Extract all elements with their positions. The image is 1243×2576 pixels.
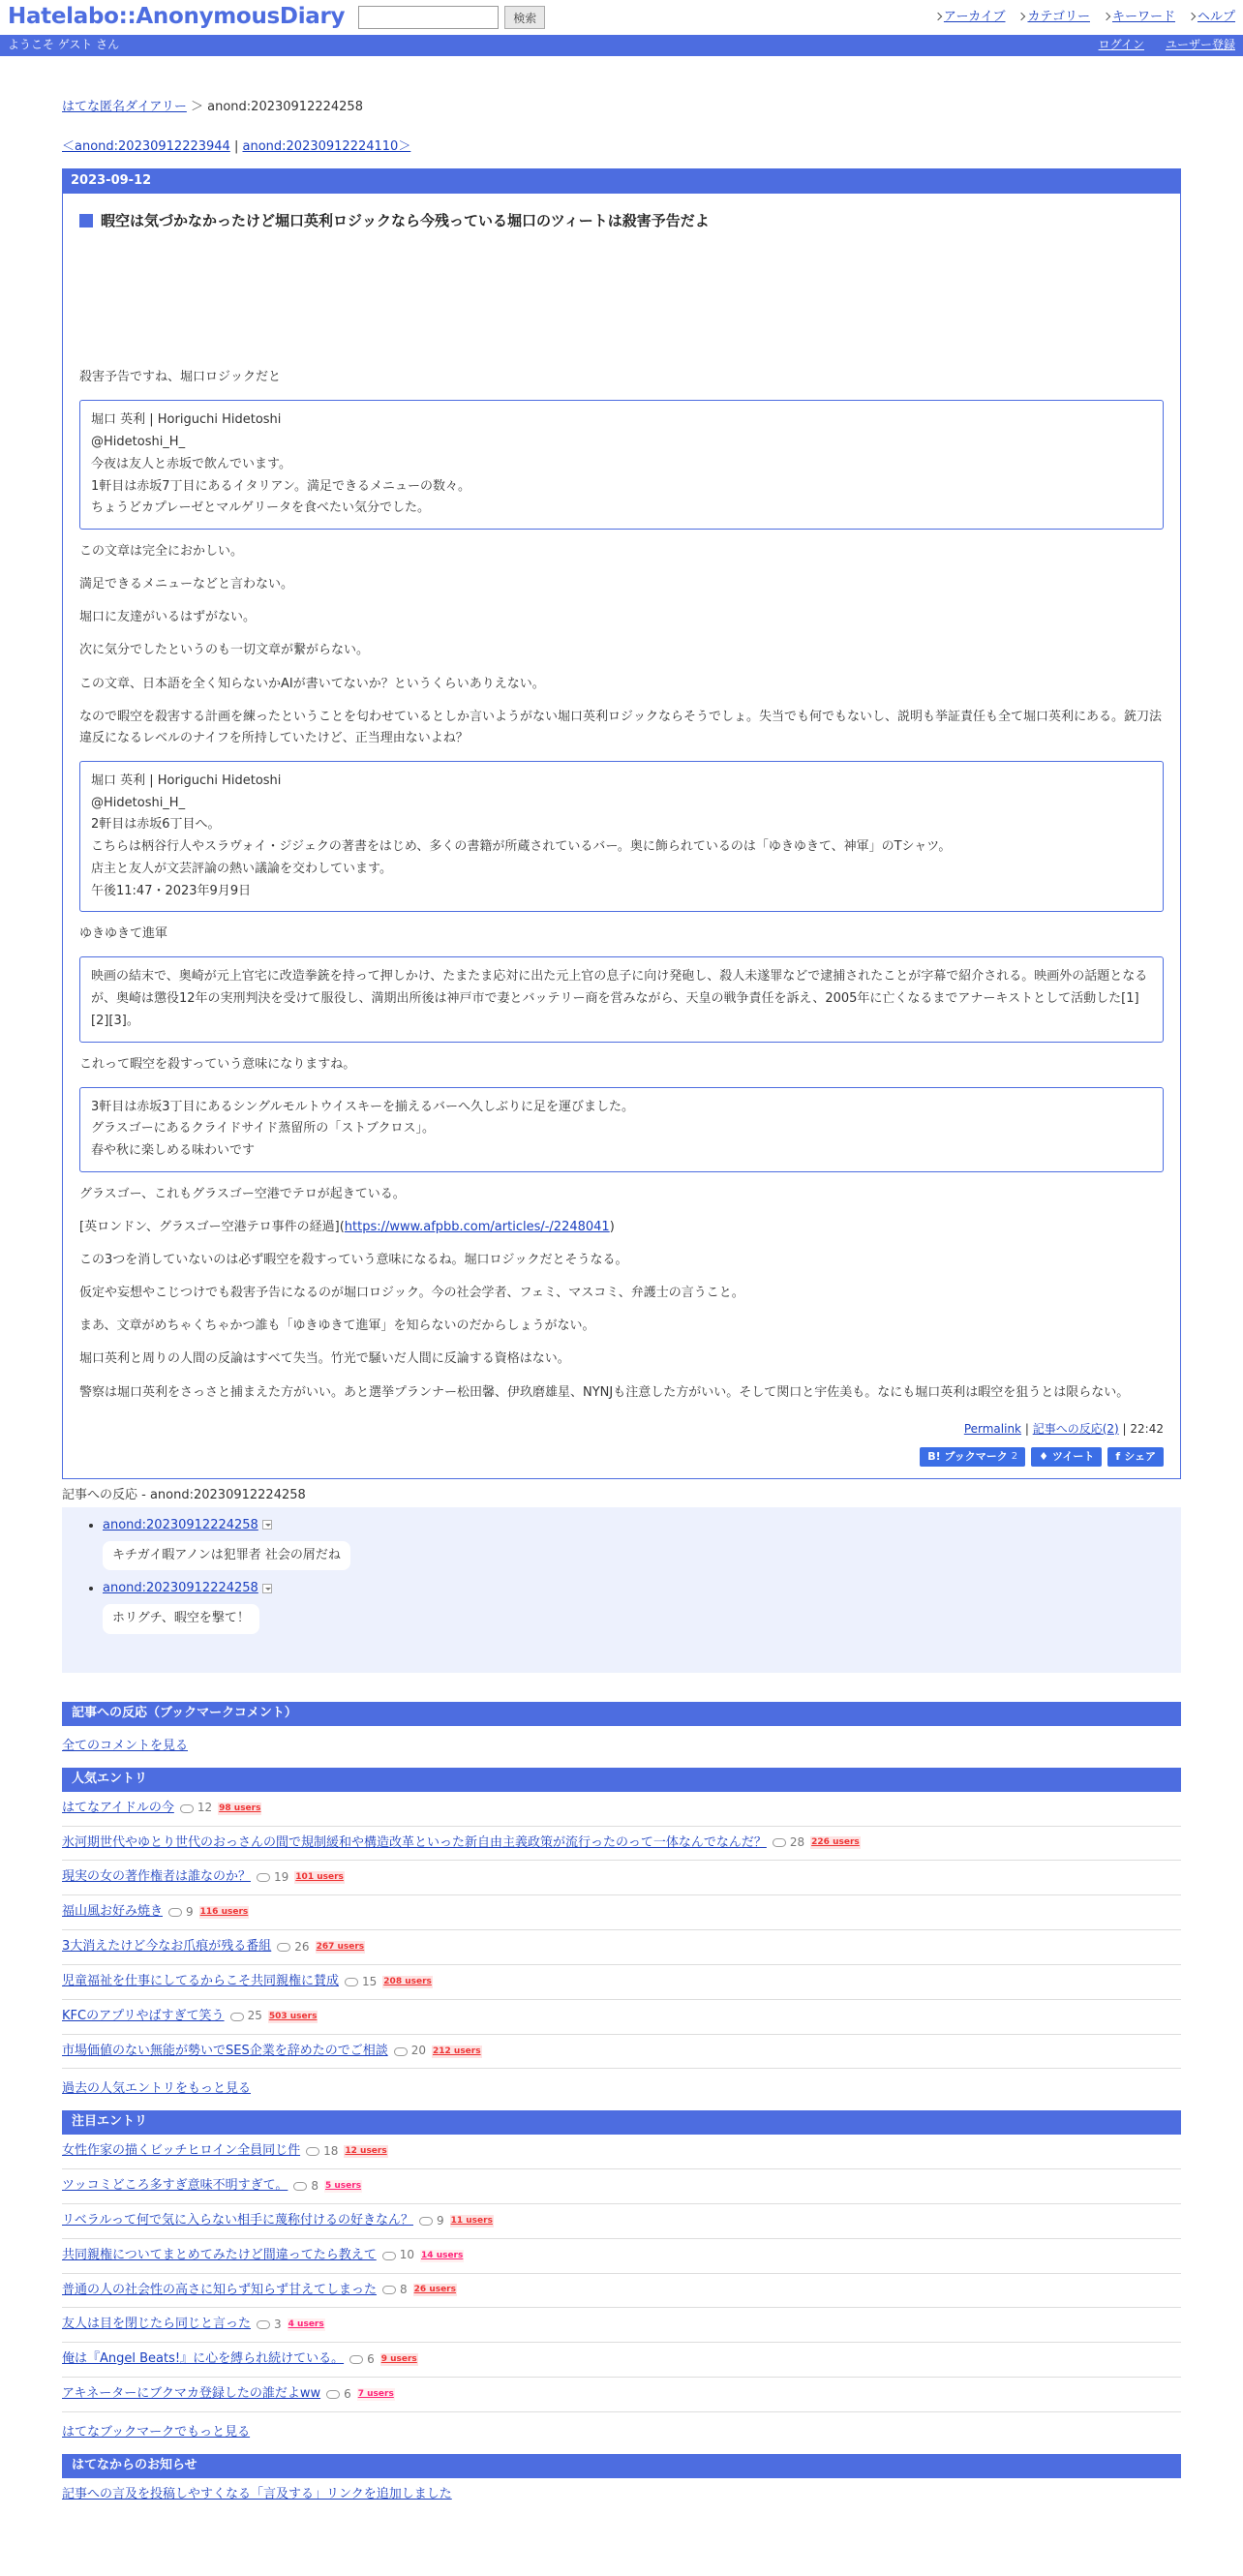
comment-icon xyxy=(382,2286,396,2294)
expand-icon[interactable] xyxy=(262,1584,272,1593)
quote-2 xyxy=(79,761,1164,913)
comment-count xyxy=(349,2351,375,2368)
quote-line: こちらは柄谷行人やスラヴォイ・ジジェクの著書をはじめ、多くの書籍が所蔵されているバー。奥に飾られているのは「ゆきゆきて、神軍」のTシャツ。 xyxy=(91,839,952,855)
paragraph: 次に気分でしたというのも一切文章が繋がらない。 xyxy=(79,643,370,658)
top-bar xyxy=(0,0,1243,35)
paragraph: グラスゴー、これもグラスゴー空港でテロが起きている。 xyxy=(79,1186,406,1201)
users-badge[interactable]: 267 users xyxy=(316,1941,366,1954)
comment-count xyxy=(382,2247,414,2263)
entry-link[interactable]: 共同親権についてまとめてみたけど間違ってたら教えて xyxy=(62,2247,377,2262)
entry-row xyxy=(62,1965,1181,2000)
comment-icon xyxy=(257,1873,270,1882)
comment-number: 8 xyxy=(400,2283,408,2297)
comment-count xyxy=(257,2317,282,2333)
site-logo[interactable]: Hatelabo::AnonymousDiary xyxy=(8,4,346,30)
quote-line: 春や秋に楽しめる味わいです xyxy=(91,1143,256,1159)
users-badge[interactable]: 212 users xyxy=(432,2046,482,2058)
reaction-text: ホリグチ、暇空を撃て！ xyxy=(103,1604,259,1634)
comment-count xyxy=(277,1939,309,1955)
paragraph: この文章は完全におかしい。 xyxy=(79,544,244,560)
users-badge[interactable]: 4 users xyxy=(288,2318,325,2331)
entry-link[interactable]: 福山風お好み焼き xyxy=(62,1904,164,1920)
next-entry-link[interactable]: anond:20230912224110＞ xyxy=(242,138,411,154)
quote-line: グラスゴーにあるクライドサイド蒸留所の「ストブクロス」。 xyxy=(91,1121,436,1136)
comment-number: 9 xyxy=(186,1904,194,1919)
breadcrumb-home[interactable]: はてな匿名ダイアリー xyxy=(62,100,187,114)
comment-number: 26 xyxy=(294,1939,310,1954)
afpbb-link[interactable]: https://www.afpbb.com/articles/-/2248041 xyxy=(344,1220,610,1235)
quote-1 xyxy=(79,400,1164,530)
quote-line: 店主と友人が文芸評論の熱い議論を交わしています。 xyxy=(91,861,392,876)
login-link[interactable]: ログイン xyxy=(1098,38,1144,52)
bookmark-label: B! ブックマーク xyxy=(927,1450,1008,1464)
quote-3 xyxy=(79,956,1164,1042)
entry-row xyxy=(62,2204,1181,2239)
entry-row xyxy=(62,2000,1181,2035)
entry-title-text: 暇空は気づかなかったけど堀口英利ロジックなら今残っている堀口のツィートは殺害予告だよ xyxy=(101,211,710,229)
quote-line: 2軒目は赤坂6丁目へ。 xyxy=(91,817,221,833)
comment-icon xyxy=(326,2390,340,2399)
nav-help[interactable]: ヘルプ xyxy=(1189,9,1235,27)
quote-line: 映画の結末で、奥崎が元上官宅に改造拳銃を持って押しかけ、たまたま応対に出た元上官の息子に向け発砲し、殺人未遂罪などで逮捕されたことが字幕で紹介される。映画外の話題となるが、奥崎は懲役12年の実刑判決を受けて服役し、満期出所後は神戸市で妻とバッテリー商を営みながら、天皇の戦争責任を訴え、2005年に亡くなるまでアナーキストとして活動した[1][2][3]。 xyxy=(91,969,1148,1028)
comment-icon xyxy=(345,1978,358,1986)
quote-line: @Hidetoshi_H_ xyxy=(91,795,186,810)
paragraph: 満足できるメニューなどと言わない。 xyxy=(79,577,294,592)
quote-line: ちょうどカプレーゼとマルゲリータを食べたい気分でした。 xyxy=(91,500,430,516)
entry-link[interactable]: 現実の女の著作権者は誰なのか？ xyxy=(62,1869,252,1885)
comment-icon xyxy=(349,2355,363,2364)
nav-keyword[interactable]: キーワード xyxy=(1104,9,1175,27)
users-badge[interactable]: 503 users xyxy=(268,2011,318,2023)
comment-count xyxy=(419,2213,444,2229)
expand-icon[interactable] xyxy=(262,1520,272,1530)
popular-header: 人気エントリ xyxy=(62,1768,1181,1792)
bookmark-count: 2 xyxy=(1011,1450,1018,1462)
main-container xyxy=(62,99,1181,2503)
popular-list xyxy=(62,1792,1181,2070)
quote-line: 3軒目は赤坂3丁目にあるシングルモルトウイスキーを揃えるバーへ久しぶりに足を運びました。 xyxy=(91,1099,635,1114)
entry-row xyxy=(62,2035,1181,2070)
quote-line: 今夜は友人と赤坂で飲んでいます。 xyxy=(91,456,291,471)
entry-link[interactable]: 普通の人の社会性の高さに知らず知らず甘えてしまった xyxy=(62,2282,378,2297)
comment-icon xyxy=(394,2047,408,2056)
entry-row xyxy=(62,2135,1181,2169)
paragraph: この文章、日本語を全く知らないかAIが書いてないか？というくらいありえない。 xyxy=(79,676,545,691)
comment-icon xyxy=(306,2147,319,2156)
user-bar xyxy=(0,35,1243,56)
comment-count xyxy=(168,1904,194,1921)
reaction-item xyxy=(103,1580,1181,1634)
tweet-button[interactable] xyxy=(1031,1447,1102,1467)
featured-header: 注目エントリ xyxy=(62,2110,1181,2135)
comment-number: 25 xyxy=(247,2009,262,2023)
register-link[interactable]: ユーザー登録 xyxy=(1165,38,1235,52)
entry-link[interactable]: 女性作家の描くビッチヒロイン全員同じ件 xyxy=(62,2143,301,2159)
top-nav xyxy=(935,9,1235,27)
comment-count xyxy=(394,2043,426,2059)
link-suffix: ) xyxy=(609,1220,615,1235)
paragraph: なので暇空を殺害する計画を練ったということを匂わせているとしか言いようがない堀口英利ロジックならそうでしょ。失当でも何でもないし、説明も挙証責任も全て堀口英利にある。銃刀法違反になるレベルのナイフを所持していたけど、正当理由ないよね？ xyxy=(79,709,1163,745)
comment-number: 10 xyxy=(399,2248,415,2262)
title-square-icon xyxy=(79,214,93,227)
entry-link[interactable]: KFCのアプリやばすぎて笑う xyxy=(62,2008,225,2023)
entry-row xyxy=(62,2239,1181,2274)
prev-entry-link[interactable]: ＜anond:20230912223944 xyxy=(62,138,230,154)
blank-space xyxy=(79,231,1164,367)
tweet-label: ツイート xyxy=(1051,1450,1095,1464)
popular-more-link[interactable]: 過去の人気エントリをもっと見る xyxy=(62,2081,252,2097)
users-badge[interactable]: 226 users xyxy=(810,1836,861,1849)
entry-link[interactable]: 氷河期世代やゆとり世代のおっさんの間で規制緩和や構造改革といった新自由主義政策が流行ったのって一体なんでなんだ？ xyxy=(62,1834,767,1850)
comment-icon xyxy=(168,1908,182,1917)
entry-link[interactable]: はてなアイドルの今 xyxy=(62,1800,174,1815)
reactions-list xyxy=(62,1507,1181,1673)
paragraph: 仮定や妄想やこじつけでも殺害予告になるのが堀口ロジック。今の社会学者、フェミ、マスコミ、弁護士の言うこと。 xyxy=(79,1286,744,1301)
entry-link[interactable]: アキネーターにブクマカ登録したの誰だよww xyxy=(62,2386,321,2402)
entry-row xyxy=(62,1792,1181,1827)
quote-line: 1軒目は赤坂7丁目にあるイタリアン。満足できるメニューの数々。 xyxy=(91,478,470,494)
comment-icon xyxy=(180,1804,194,1813)
pager-sep: | xyxy=(233,138,239,154)
comment-number: 20 xyxy=(410,2044,426,2058)
comment-icon xyxy=(293,2182,307,2191)
paragraph: この3つを消していないのは必ず暇空を殺すっていう意味になるね。堀口ロジックだとそうなる。 xyxy=(79,1253,628,1268)
comment-count xyxy=(257,1869,288,1886)
users-badge[interactable]: 14 users xyxy=(420,2250,464,2262)
all-comments-link[interactable]: 全てのコメントを見る xyxy=(62,1739,189,1754)
facebook-share-button[interactable] xyxy=(1107,1447,1164,1467)
paragraph: これって暇空を殺すっていう意味になりますね。 xyxy=(79,1056,356,1072)
comment-count xyxy=(230,2008,262,2024)
diary-entry xyxy=(62,168,1181,1479)
breadcrumb-sep: ＞ xyxy=(190,100,203,114)
comment-count xyxy=(326,2386,351,2403)
comment-number: 6 xyxy=(344,2386,351,2401)
paragraph-with-link xyxy=(79,1217,1164,1238)
featured-list xyxy=(62,2135,1181,2412)
share-label: シェア xyxy=(1124,1450,1156,1464)
users-badge[interactable]: 98 users xyxy=(218,1803,261,1815)
paragraph: 堀口英利と周りの人間の反論はすべて失当。竹光で騒いだ人間に反論する資格はない。 xyxy=(79,1351,570,1367)
welcome-text: ようこそ ゲスト さん xyxy=(8,38,120,52)
pager xyxy=(62,138,1181,157)
users-badge[interactable]: 11 users xyxy=(450,2215,494,2227)
quote-line: @Hidetoshi_H_ xyxy=(91,435,186,450)
meta-sep: | xyxy=(1024,1421,1029,1436)
quote-line: 午後11:47・2023年9月9日 xyxy=(91,883,252,898)
comment-icon xyxy=(773,1838,786,1847)
quote-line: 堀口 英利 | Horiguchi Hidetoshi xyxy=(91,412,282,428)
comment-icon xyxy=(419,2217,433,2226)
entry-row xyxy=(62,2274,1181,2309)
nav-category[interactable]: カテゴリー xyxy=(1018,9,1089,27)
comment-icon xyxy=(257,2320,270,2329)
reactions-title: 記事への反応 - anond:20230912224258 xyxy=(62,1487,306,1502)
users-badge[interactable]: 208 users xyxy=(382,1976,433,1988)
news-header: はてなからのお知らせ xyxy=(62,2454,1181,2478)
comment-icon xyxy=(382,2252,396,2260)
comment-number: 8 xyxy=(311,2178,318,2193)
paragraph: ゆきゆきて進軍 xyxy=(79,926,168,942)
comment-number: 18 xyxy=(323,2143,339,2158)
entry-link[interactable]: 市場価値のない無能が勢いでSES企業を辞めたのでご相談 xyxy=(62,2043,388,2058)
users-badge[interactable]: 116 users xyxy=(199,1906,250,1919)
nav-archive[interactable]: アーカイブ xyxy=(935,9,1006,27)
comment-icon xyxy=(230,2013,244,2021)
entry-link[interactable]: 3大消えたけど今なお爪痕が残る番組 xyxy=(62,1939,272,1955)
comment-count xyxy=(293,2178,318,2195)
users-badge[interactable]: 26 users xyxy=(413,2284,457,2296)
comment-count xyxy=(180,1800,212,1816)
comment-number: 28 xyxy=(789,1835,805,1850)
users-badge[interactable]: 12 users xyxy=(344,2145,387,2158)
quote-line: 堀口 英利 | Horiguchi Hidetoshi xyxy=(91,773,282,788)
comment-icon xyxy=(277,1943,290,1952)
featured-more-link[interactable]: はてなブックマークでもっと見る xyxy=(62,2424,251,2440)
search-input[interactable] xyxy=(358,6,499,29)
comment-count xyxy=(382,2282,408,2298)
search-button[interactable]: 検索 xyxy=(504,6,545,29)
entry-body xyxy=(63,211,1180,1467)
users-badge[interactable]: 5 users xyxy=(324,2180,362,2193)
comment-number: 15 xyxy=(362,1974,378,1988)
permalink[interactable]: Permalink xyxy=(963,1421,1021,1436)
quote-4 xyxy=(79,1087,1164,1172)
entry-row xyxy=(62,2343,1181,2378)
entry-time: 22:42 xyxy=(1130,1421,1164,1436)
comment-count xyxy=(773,1834,804,1851)
comment-count xyxy=(345,1974,377,1990)
users-badge[interactable]: 101 users xyxy=(294,1871,345,1884)
paragraph: 堀口に友達がいるはずがない。 xyxy=(79,610,257,625)
comment-number: 3 xyxy=(274,2318,282,2332)
comment-number: 12 xyxy=(197,1801,213,1815)
entry-meta xyxy=(79,1421,1164,1438)
comment-number: 9 xyxy=(436,2213,444,2227)
paragraph: 殺害予告ですね、堀口ロジックだと xyxy=(79,370,282,385)
breadcrumb-current: anond:20230912224258 xyxy=(207,100,363,114)
entry-row xyxy=(62,1861,1181,1895)
entry-link[interactable]: リベラルって何で気に入らない相手に蔑称付けるの好きなん？ xyxy=(62,2212,413,2227)
entry-row xyxy=(62,1895,1181,1930)
share-bar xyxy=(79,1447,1164,1467)
entry-link[interactable]: ツッコミどころ多すぎ意味不明すぎて。 xyxy=(62,2177,288,2193)
comment-count xyxy=(306,2143,338,2160)
users-badge[interactable]: 7 users xyxy=(357,2388,395,2401)
reactions-link[interactable]: 記事への反応(2) xyxy=(1032,1421,1119,1436)
entry-row xyxy=(62,2308,1181,2343)
bookmark-comments-header: 記事への反応（ブックマークコメント） xyxy=(62,1702,1181,1726)
news-item[interactable]: 記事への言及を投稿しやすくなる「言及する」リンクを追加しました xyxy=(62,2486,452,2501)
breadcrumb xyxy=(62,99,1181,117)
comment-number: 19 xyxy=(274,1870,289,1885)
entry-date: 2023-09-12 xyxy=(63,169,1180,194)
twitter-icon: ♦ xyxy=(1039,1450,1048,1464)
entry-link[interactable]: 俺は『Angel Beats!』に心を縛られ続けている。 xyxy=(62,2351,345,2367)
paragraph: 警察は堀口英利をさっさと捕まえた方がいい。あと選挙プランナー松田馨、伊玖磨雄星、NYNJも注意した方がいい。そして関口と宇佐美も。なにも堀口英利は暇空を狙うとは限らない。 xyxy=(79,1384,1130,1400)
reaction-link[interactable]: anond:20230912224258 xyxy=(103,1517,258,1532)
facebook-icon: f xyxy=(1115,1450,1121,1464)
entry-title xyxy=(79,211,1164,232)
users-badge[interactable]: 9 users xyxy=(380,2353,418,2366)
entry-link[interactable]: 児童福祉を仕事にしてるからこそ共同親権に賛成 xyxy=(62,1973,340,1988)
reaction-link[interactable]: anond:20230912224258 xyxy=(103,1581,258,1596)
entry-row xyxy=(62,2378,1181,2412)
entry-row xyxy=(62,2169,1181,2204)
comment-number: 6 xyxy=(367,2351,375,2366)
link-prefix: [英ロンドン、グラスゴー空港テロ事件の経過]( xyxy=(79,1220,345,1235)
meta-sep: | xyxy=(1122,1421,1127,1436)
entry-link[interactable]: 友人は目を閉じたら同じと言った xyxy=(62,2317,252,2332)
hatena-bookmark-button[interactable] xyxy=(920,1447,1025,1467)
reaction-text: キチガイ暇アノンは犯罪者 社会の屑だね xyxy=(103,1541,350,1571)
entry-row xyxy=(62,1827,1181,1862)
entry-row xyxy=(62,1930,1181,1965)
paragraph: まあ、文章がめちゃくちゃかつ誰も「ゆきゆきて進軍」を知らないのだからしょうがない。 xyxy=(79,1318,595,1334)
reaction-item xyxy=(103,1517,1181,1571)
